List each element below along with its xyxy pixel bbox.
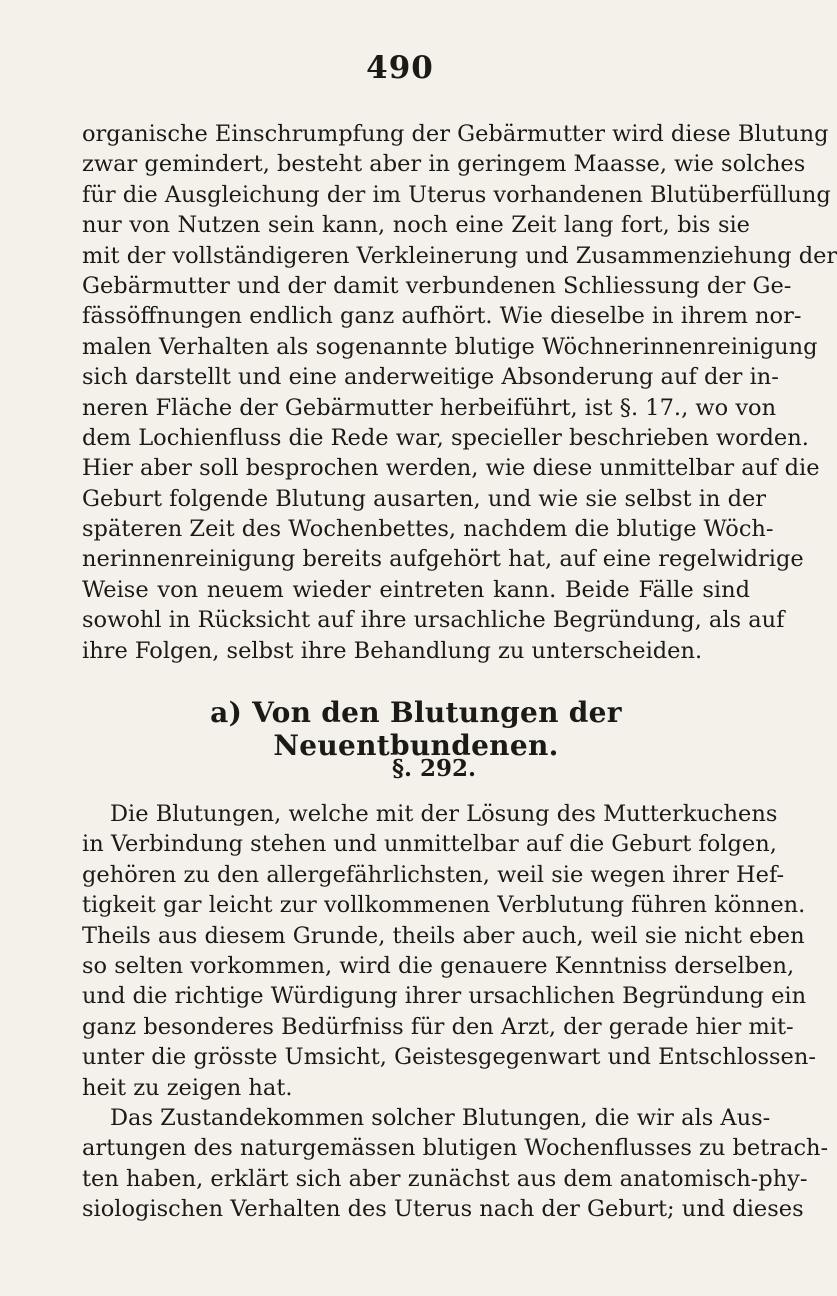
text-line: Das Zustandekommen solcher Blutungen, die wir als Aus- (110, 1104, 771, 1131)
text-line: dem Lochienfluss die Rede war, specieller beschrieben worden. (82, 424, 809, 451)
text-line: Hier aber soll besprochen werden, wie diese unmittelbar auf die (82, 455, 820, 482)
text-line: in Verbindung stehen und unmittelbar auf die Geburt folgen, (82, 831, 777, 858)
text-line: artungen des naturgemässen blutigen Wochenflusses zu betrach- (82, 1135, 829, 1162)
text-line: neren Fläche der Gebärmutter herbeiführt, ist §. 17., wo von (82, 394, 777, 421)
page-number: 490 (366, 50, 434, 86)
text-line: nerinnenreinigung bereits aufgehört hat, auf eine regelwidrige (82, 546, 804, 573)
text-line: so selten vorkommen, wird die genauere Kenntniss derselben, (82, 952, 795, 979)
text-line: fässöffnungen endlich ganz aufhört. Wie dieselbe in ihrem nor- (82, 303, 802, 330)
text-line: tigkeit gar leicht zur vollkommenen Verblutung führen können. (82, 892, 806, 919)
text-line: malen Verhalten als sogenannte blutige Wöchnerinnenreinigung (82, 333, 818, 360)
text-line: Die Blutungen, welche mit der Lösung des Mutterkuchens (110, 801, 778, 827)
section-number: §. 292. (391, 755, 477, 782)
text-line: gehören zu den allergefährlichsten, weil sie wegen ihrer Hef- (82, 861, 785, 888)
text-line: ganz besonderes Bedürfniss für den Arzt, der gerade hier mit- (82, 1013, 794, 1040)
paragraph-1 (82, 119, 837, 666)
text-line: Theils aus diesem Grunde, theils aber auch, weil sie nicht eben (82, 922, 805, 949)
text-line: heit zu zeigen hat. (82, 1074, 293, 1101)
text-line: und die richtige Würdigung ihrer ursachlichen Begründung ein (82, 983, 807, 1010)
section-heading: a) Von den Blutungen der Neuentbundenen. (210, 696, 622, 762)
text-line: zwar gemindert, besteht aber in geringem Maasse, wie solches (82, 151, 806, 178)
text-line: siologischen Verhalten des Uterus nach der Geburt; und dieses (82, 1196, 804, 1223)
text-line: ten haben, erklärt sich aber zunächst aus dem anatomisch-phy- (82, 1165, 808, 1192)
text-line: organische Einschrumpfung der Gebärmutter wird diese Blutung (82, 121, 829, 147)
text-line: Geburt folgende Blutung ausarten, und wie sie selbst in der (82, 485, 767, 512)
text-line: sowohl in Rücksicht auf ihre ursachliche Begründung, als auf (82, 607, 785, 634)
paragraph-2-3 (82, 799, 829, 1224)
text-line: für die Ausgleichung der im Uterus vorhandenen Blutüberfüllung (82, 181, 831, 208)
text-line: mit der vollständigeren Verkleinerung und Zusammenziehung der (82, 242, 837, 269)
text-line: nur von Nutzen sein kann, noch eine Zeit lang fort, bis sie (82, 212, 750, 239)
text-line: ihre Folgen, selbst ihre Behandlung zu unterscheiden. (82, 637, 703, 664)
text-line: Gebärmutter und der damit verbundenen Schliessung der Ge- (82, 272, 792, 299)
text-line: Weise von neuem wieder eintreten kann. Beide Fälle sind (82, 576, 750, 603)
text-line: unter die grösste Umsicht, Geistesgegenwart und Entschlossen- (82, 1044, 816, 1071)
text-line: späteren Zeit des Wochenbettes, nachdem die blutige Wöch- (82, 516, 774, 543)
text-line: sich darstellt und eine anderweitige Absonderung auf der in- (82, 364, 779, 391)
